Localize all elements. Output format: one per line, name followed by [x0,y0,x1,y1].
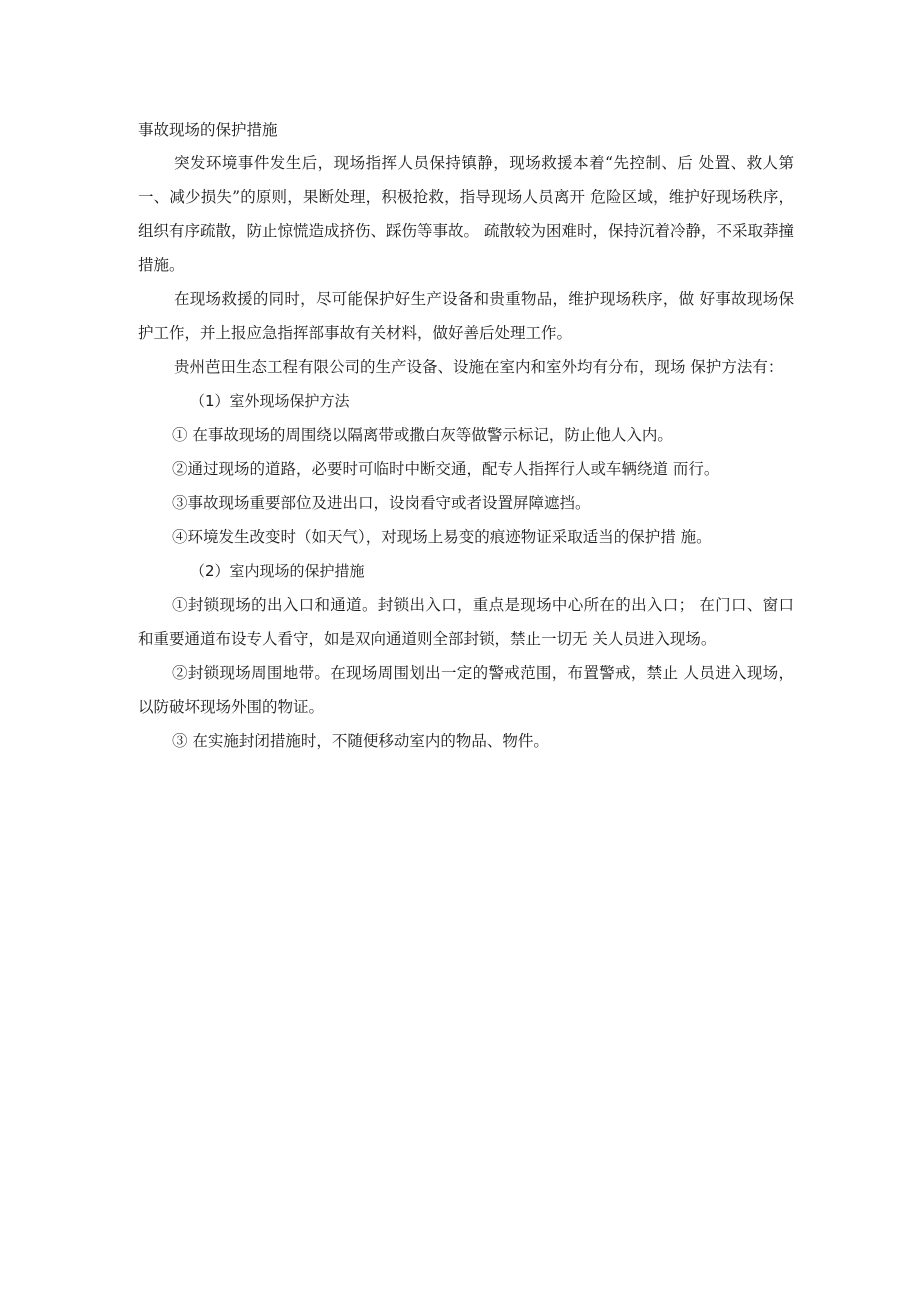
outdoor-section [138,384,794,554]
outdoor-item-1: ① 在事故现场的周围绕以隔离带或撒白灰等做警示标记，防止他人入内。 [172,426,673,444]
indoor-item-1: ①封锁现场的出入口和通道。封锁出入口，重点是现场中心所在的出入口； 在门口、窗口和重要通道布设专人看守，如是双向通道则全部封锁，禁止一切无 关人员进入现场。 [138,596,794,648]
indoor-item-2: ②封锁现场周围地带。在现场周围划出一定的警戒范围，布置警戒，禁止 人员进入现场，以防破坏现场外围的物证。 [138,664,794,716]
indoor-section [138,554,794,758]
outdoor-item-3: ③事故现场重要部位及进出口，设岗看守或者设置屏障遮挡。 [172,494,591,512]
outdoor-item-2: ②通过现场的道路，必要时可临时中断交通，配专人指挥行人或车辆绕道 而行。 [172,460,720,478]
indoor-item-3: ③ 在实施封闭措施时，不随便移动室内的物品、物件。 [172,732,549,750]
outdoor-item-4: ④环境发生改变时（如天气），对现场上易变的痕迹物证采取适当的保护措 施。 [172,528,712,546]
intro-paragraph-1: 突发环境事件发生后，现场指挥人员保持镇静，现场救援本着“先控制、后 处置、救人第一、减少损失”的原则，果断处理，积极抢救，指导现场人员离开 危险区域，维护好现场秩序，组织有序疏散，防止惊慌造成挤伤、踩伤等事故。 疏散较为困难时，保持沉着冷静，不采取莽撞措施。 [138,154,794,274]
outdoor-heading: （1）室外现场保护方法 [190,392,350,410]
indoor-heading: （2）室内现场的保护措施 [190,562,365,580]
intro-paragraph-2: 在现场救援的同时，尽可能保护好生产设备和贵重物品，维护现场秩序，做 好事故现场保护工作，并上报应急指挥部事故有关材料，做好善后处理工作。 [138,290,794,342]
intro-paragraph-3: 贵州芭田生态工程有限公司的生产设备、设施在室内和室外均有分布，现场 保护方法有： [174,358,784,376]
document-title: 事故现场的保护措施 [138,121,278,139]
document-page [138,116,794,758]
